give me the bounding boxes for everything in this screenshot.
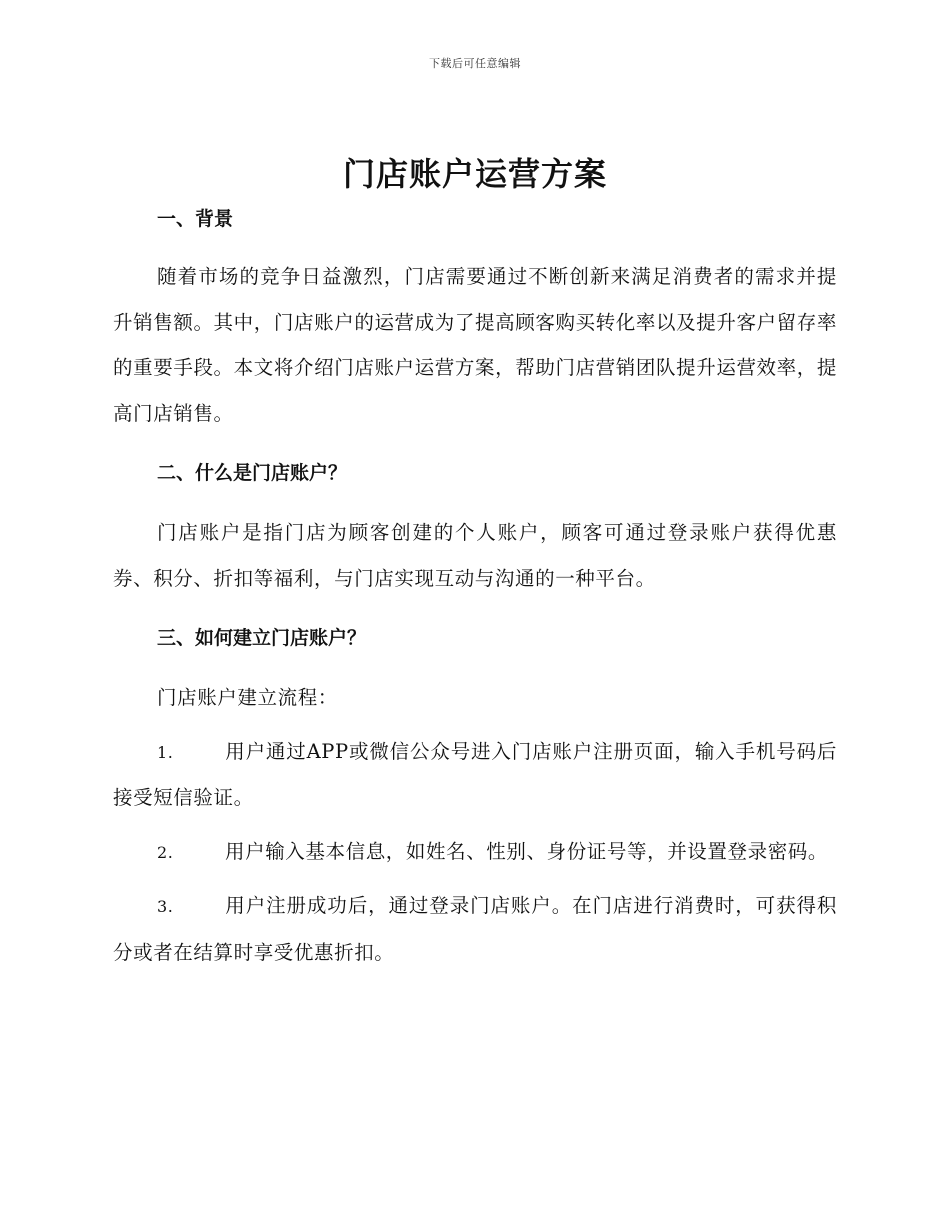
section-heading-background: 一、背景 xyxy=(157,208,234,230)
list-text: 用户注册成功后，通过登录门店账户。在门店进行消费时，可获得积分或者在结算时享受优惠折扣。 xyxy=(113,894,837,964)
section-heading-how-to-build: 三、如何建立门店账户？ xyxy=(157,627,367,649)
list-item xyxy=(113,729,837,821)
paragraph-background: 随着市场的竞争日益激烈，门店需要通过不断创新来满足消费者的需求并提升销售额。其中，门店账户的运营成为了提高顾客购买转化率以及提升客户留存率的重要手段。本文将介绍门店账户运营方案，帮助门店营销团队提升运营效率，提高门店销售。 xyxy=(113,265,837,425)
section-heading-what-is-account: 二、什么是门店账户？ xyxy=(157,462,348,484)
header-note: 下载后可任意编辑 xyxy=(429,57,521,70)
list-number: 2. xyxy=(157,842,174,862)
list-item xyxy=(113,829,837,876)
list-number: 1. xyxy=(157,742,174,762)
list-number: 3. xyxy=(157,897,174,916)
document-title: 门店账户运营方案 xyxy=(342,155,607,193)
list-item xyxy=(113,883,837,975)
list-text: 用户输入基本信息，如姓名、性别、身份证号等，并设置登录密码。 xyxy=(225,839,829,863)
paragraph-process-intro: 门店账户建立流程： xyxy=(157,686,338,709)
document-body xyxy=(113,148,837,975)
paragraph-what-is-account: 门店账户是指门店为顾客创建的个人账户，顾客可通过登录账户获得优惠券、积分、折扣等福利，与门店实现互动与沟通的一种平台。 xyxy=(113,521,837,590)
list-text: 用户通过APP或微信公众号进入门店账户注册页面，输入手机号码后接受短信验证。 xyxy=(113,739,837,809)
